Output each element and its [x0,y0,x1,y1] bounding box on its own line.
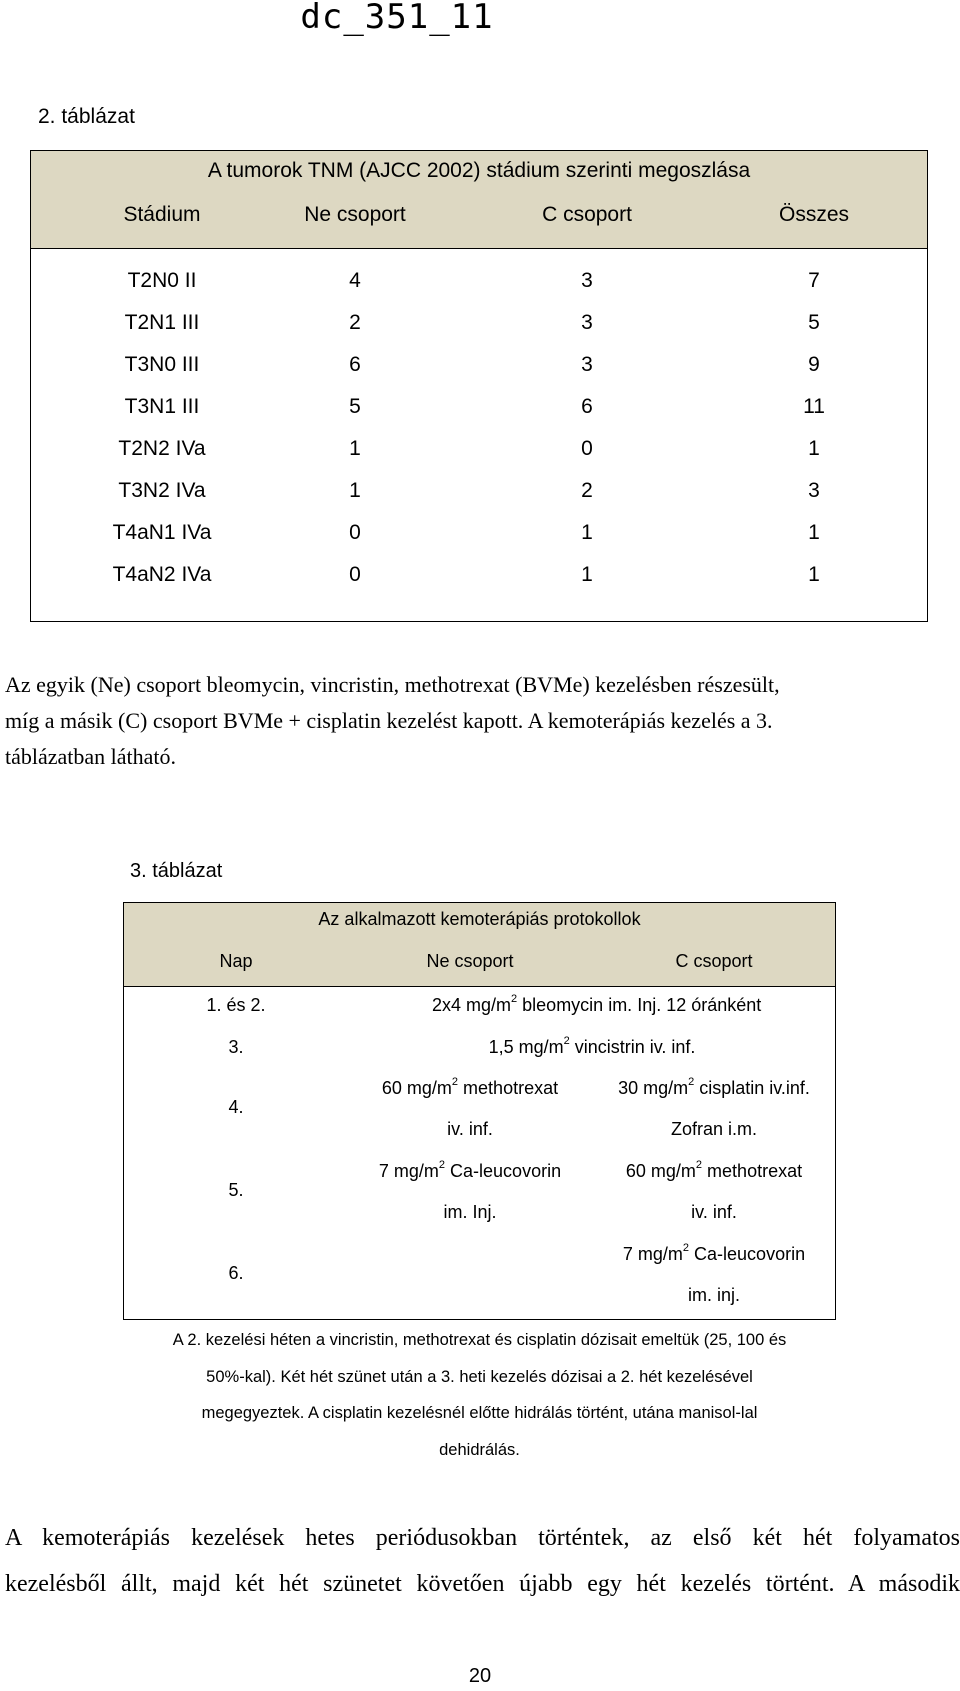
table3-note-line: 50%-kal). Két hét szünet után a 3. heti kezelés dózisai a 2. hét kezelésével [206,1367,753,1386]
table3-note-line: dehidrálás. [439,1440,520,1459]
page-number: 20 [468,1665,492,1687]
table2-cell: 2 [349,311,361,334]
table2-cell: 11 [803,395,825,418]
table2-cell: T4aN2 IVa [112,563,212,586]
table3-col-nap: Nap [219,951,253,971]
table2-cell: 3 [581,269,593,292]
table3-header [124,903,835,987]
table3-day4-ne-route: iv. inf. [447,1119,493,1139]
table3-note-line: A 2. kezelési héten a vincristin, methotrexat és cisplatin dózisait emeltük (25, 100 és [172,1331,787,1349]
table3-day4-ne-dose: 60 $mg/m^2$ methotrexat [381,1076,559,1098]
table3-day-4: 4. [228,1097,244,1117]
table2-cell: 1 [581,563,593,586]
table2-cell: T3N0 III [124,353,200,376]
table2-col-osszes: Összes [778,203,849,226]
table2-cell: 1 [349,437,361,460]
table2 [30,150,928,622]
table2-cell: 1 [581,521,593,544]
table2-title: A tumorok TNM (AJCC 2002) stádium szerinti megoszlása [207,159,751,182]
table3-day4-c-dose: 30 $mg/m^2$ cisplatin iv.inf. [618,1076,810,1098]
table2-cell: 6 [349,353,361,376]
table2-col-ne: Ne csoport [304,203,406,226]
table2-cell: 4 [349,269,361,292]
table3-day5-c-route: iv. inf. [691,1202,737,1222]
table2-cell: 3 [581,311,593,334]
table3-day5-ne-dose: 7 $mg/m^2$ Ca-leucovorin [378,1159,562,1181]
table2-cell: 3 [808,479,820,502]
table2-cell: T2N2 IVa [118,437,206,460]
paragraph-1-line: táblázatban látható. [5,744,177,769]
table2-cell: 1 [808,437,820,460]
table3-col-c: C csoport [675,951,753,971]
table3 [123,902,836,1320]
table2-cell: 3 [581,353,593,376]
table3-day6-c-route: im. inj. [687,1285,740,1305]
table3-day4-c-route: Zofran i.m. [670,1119,758,1139]
table2-col-c: C csoport [542,203,632,226]
paragraph-2 [5,1515,960,1607]
table3-note-line: megegyeztek. A cisplatin kezelésnél előtte hidrálás történt, utána manisol-lal [201,1404,758,1422]
table2-cell: 6 [581,395,593,418]
table3-day-6: 6. [228,1263,244,1283]
table3-day5-ne-route: im. Inj. [443,1202,497,1222]
table2-cell: 2 [581,479,593,502]
paragraph-2-line: A kemoterápiás kezelések hetes periódusokban történtek, az első két hét folyamatos [5,1525,960,1551]
table2-header [31,151,927,249]
table2-cell: 1 [808,563,820,586]
paragraph-1 [5,667,960,775]
table3-day6-c-dose: 7 $mg/m^2$ Ca-leucovorin [622,1242,806,1264]
table2-cell: 1 [808,521,820,544]
table2-cell: 1 [349,479,361,502]
table3-day1-dose: 2x4 $mg/m^2$ bleomycin im. Inj. 12 óránként [432,993,762,1015]
table2-cell: 0 [349,563,361,586]
paragraph-1-line: míg a másik (C) csoport BVMe + cisplatin kezelést kapott. A kemoterápiás kezelés a 3. [5,708,773,733]
table2-cell: 5 [808,311,820,334]
table2-cell: T2N0 II [127,269,197,292]
table2-cell: 9 [808,353,820,376]
paragraph-2-line: kezelésből állt, majd két hét szünetet követően újabb egy hét kezelés történt. A második [5,1571,960,1597]
table2-cell: 0 [581,437,593,460]
table3-title: Az alkalmazott kemoterápiás protokollok [318,909,641,929]
table2-cell: 0 [349,521,361,544]
table3-day-3: 3. [228,1037,244,1057]
table3-day-5: 5. [228,1180,244,1200]
table2-cell: T2N1 III [124,311,200,334]
table2-label: 2. táblázat [38,105,135,128]
document-id-header: dc_351_11 [300,0,494,37]
table2-cell: T3N1 III [124,395,200,418]
table2-cell: 5 [349,395,361,418]
table3-note [123,1322,836,1468]
table3-day-1-2: 1. és 2. [206,995,266,1015]
table3-col-ne: Ne csoport [426,951,514,971]
table3-day3-dose: 1,5 $mg/m^2$ vincistrin iv. inf. [488,1035,696,1057]
paragraph-1-line: Az egyik (Ne) csoport bleomycin, vincristin, methotrexat (BVMe) kezelésben részesült, [5,672,780,697]
table3-day5-c-dose: 60 $mg/m^2$ methotrexat [625,1159,803,1181]
table2-col-stadium: Stádium [123,203,201,226]
table2-cell: T4aN1 IVa [112,521,212,544]
table2-cell: 7 [808,269,820,292]
table2-cell: T3N2 IVa [118,479,206,502]
table3-label: 3. táblázat [130,860,223,882]
